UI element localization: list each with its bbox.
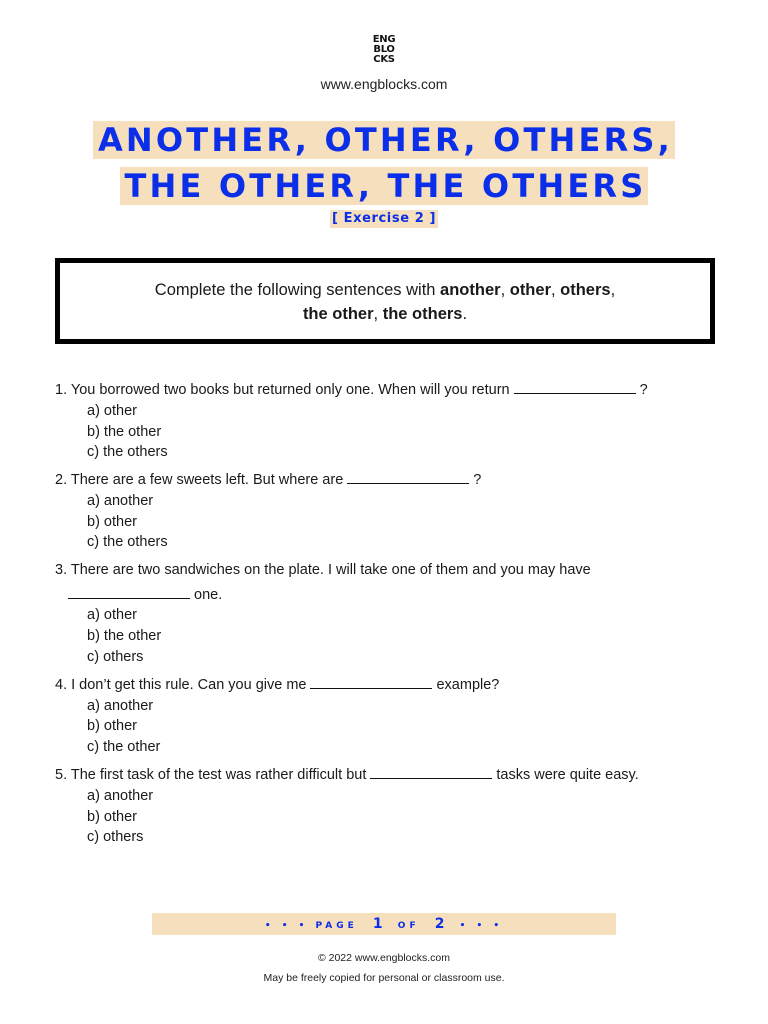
question-text: 5. The first task of the test was rather difficult but xyxy=(55,767,367,783)
title-line-1 xyxy=(0,121,768,159)
question-after: example? xyxy=(436,677,500,693)
engblocks-logo xyxy=(369,35,399,65)
question-after: one. xyxy=(194,587,223,603)
question-1 xyxy=(55,381,648,398)
option-4a: a) another xyxy=(87,698,154,714)
instructions-line-1 xyxy=(60,278,710,302)
title-text-2: THE OTHER, THE OTHERS xyxy=(120,167,649,205)
question-after: ? xyxy=(473,472,482,488)
copyright-text: © 2022 www.engblocks.com xyxy=(317,952,451,964)
page-total: 2 xyxy=(434,916,445,932)
option-4b: b) other xyxy=(87,718,137,734)
of-word: OF xyxy=(397,921,420,931)
page-indicator xyxy=(152,913,616,935)
option-2c: c) the others xyxy=(87,534,168,550)
dots-left: • • • xyxy=(264,921,309,931)
answer-blank[interactable] xyxy=(514,381,636,394)
separator: . xyxy=(462,305,468,323)
option-1b: b) the other xyxy=(87,424,162,440)
instructions-box xyxy=(55,258,715,344)
answer-blank[interactable] xyxy=(370,766,492,779)
option-5b: b) other xyxy=(87,809,137,825)
logo-line: CKS xyxy=(373,54,395,65)
option-3b: b) the other xyxy=(87,628,162,644)
option-1c: c) the others xyxy=(87,444,168,460)
question-after: ? xyxy=(639,382,648,398)
question-3 xyxy=(55,562,591,578)
question-4 xyxy=(55,676,499,693)
exercise-label xyxy=(0,209,768,228)
question-5 xyxy=(55,766,639,783)
title-text-1: ANOTHER, OTHER, OTHERS, xyxy=(93,121,675,159)
question-after: tasks were quite easy. xyxy=(496,767,639,783)
instructions-prefix: Complete the following sentences with xyxy=(154,281,441,299)
page-word: PAGE xyxy=(315,921,358,931)
option-2a: a) another xyxy=(87,493,154,509)
title-line-2 xyxy=(0,167,768,205)
option-1a: a) other xyxy=(87,403,137,419)
answer-blank[interactable] xyxy=(68,586,190,599)
page-number: 1 xyxy=(372,916,383,932)
separator: , xyxy=(550,281,561,299)
logo-line: ENG xyxy=(372,34,396,45)
question-text: 3. There are two sandwiches on the plate. I will take one of them and you may have xyxy=(55,562,591,578)
question-text: 4. I don’t get this rule. Can you give me xyxy=(55,677,307,693)
separator: , xyxy=(373,305,383,323)
keyword-the-other: the other xyxy=(302,305,374,323)
option-5c: c) others xyxy=(87,829,144,845)
option-2b: b) other xyxy=(87,514,137,530)
question-2 xyxy=(55,471,481,488)
question-text: 1. You borrowed two books but returned only one. When will you return xyxy=(55,382,510,398)
option-5a: a) another xyxy=(87,788,154,804)
option-4c: c) the other xyxy=(87,739,161,755)
answer-blank[interactable] xyxy=(310,676,432,689)
answer-blank[interactable] xyxy=(347,471,469,484)
keyword-another: another xyxy=(440,281,501,299)
instructions-line-2 xyxy=(60,302,710,326)
keyword-others: others xyxy=(560,281,611,299)
keyword-other: other xyxy=(509,281,551,299)
usage-note: May be freely copied for personal or classroom use. xyxy=(263,972,505,984)
dots-right: • • • xyxy=(459,921,504,931)
question-text: 2. There are a few sweets left. But where are xyxy=(55,472,344,488)
option-3c: c) others xyxy=(87,649,144,665)
site-url[interactable]: www.engblocks.com xyxy=(320,76,448,92)
separator: , xyxy=(500,281,510,299)
logo-line: BLO xyxy=(373,44,395,55)
exercise-text: [ Exercise 2 ] xyxy=(331,211,437,226)
separator: , xyxy=(610,281,616,299)
question-3-continued xyxy=(68,586,222,603)
option-3a: a) other xyxy=(87,607,137,623)
keyword-the-others: the others xyxy=(382,305,463,323)
